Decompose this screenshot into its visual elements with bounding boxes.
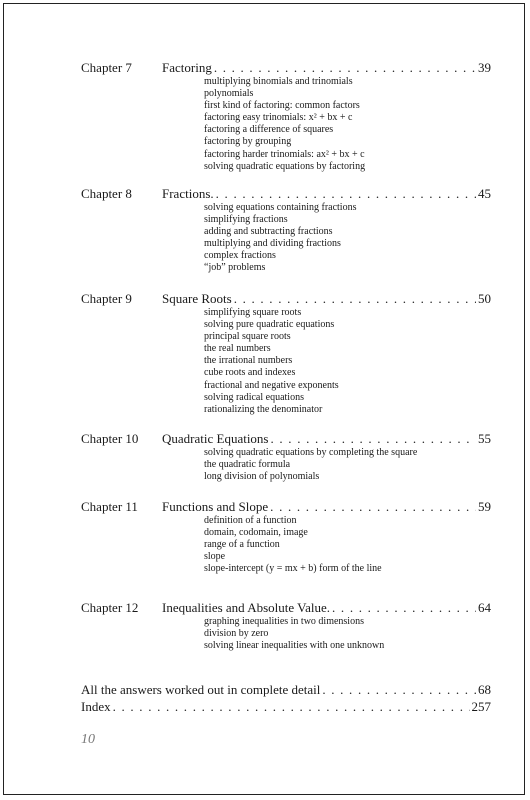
topic-list xyxy=(81,447,491,483)
chapter-12-entry xyxy=(81,600,491,652)
chapter-page-number: 59 xyxy=(478,499,491,514)
chapter-8-entry xyxy=(81,186,491,275)
book-page xyxy=(3,3,525,795)
chapter-heading-row xyxy=(81,600,491,616)
chapter-heading-row xyxy=(81,186,491,202)
chapter-10-entry xyxy=(81,431,491,483)
topic-item: fractional and negative exponents xyxy=(204,379,339,391)
chapter-title: Factoring xyxy=(162,60,212,75)
chapter-heading-row xyxy=(81,60,491,76)
topic-item: multiplying binomials and trinomials xyxy=(204,76,353,87)
index-entry xyxy=(81,698,491,715)
topic-item: cube roots and indexes xyxy=(204,367,296,379)
dot-leader xyxy=(322,681,476,698)
topic-item: “job” problems xyxy=(204,262,266,274)
topic-item: rationalizing the denominator xyxy=(204,403,323,415)
dot-leader xyxy=(271,431,477,447)
topic-item: solving quadratic equations by factoring xyxy=(204,160,366,172)
dot-leader xyxy=(214,60,476,76)
chapter-title: Inequalities and Absolute Value. xyxy=(162,600,331,615)
topic-item: solving quadratic equations by completing the square xyxy=(204,447,418,458)
page-folio: 10 xyxy=(81,732,95,747)
index-page-number: 257 xyxy=(471,699,491,714)
topic-item: multiplying and dividing fractions xyxy=(204,238,341,250)
topic-list xyxy=(81,616,491,652)
chapter-heading-row xyxy=(81,499,491,515)
chapter-9-entry xyxy=(81,291,491,416)
topic-item: polynomials xyxy=(204,88,254,100)
closing-entries xyxy=(81,681,491,715)
topic-item: long division of polynomials xyxy=(204,471,320,483)
answers-title: All the answers worked out in complete detail xyxy=(81,682,321,697)
topic-item: factoring easy trinomials: x² + bx + c xyxy=(204,112,353,124)
topic-item: the irrational numbers xyxy=(204,355,293,367)
topic-item: range of a function xyxy=(204,539,280,551)
topic-item: first kind of factoring: common factors xyxy=(204,100,360,112)
topic-item: solving equations containing fractions xyxy=(204,202,357,213)
dot-leader xyxy=(270,499,476,515)
chapter-11-entry xyxy=(81,499,491,575)
chapter-label: Chapter 11 xyxy=(81,499,138,514)
topic-list xyxy=(81,76,491,173)
chapter-label: Chapter 9 xyxy=(81,291,132,306)
topic-item: factoring a difference of squares xyxy=(204,124,334,136)
topic-item: solving radical equations xyxy=(204,391,304,403)
answers-page-number: 68 xyxy=(478,682,491,697)
topic-item: simplifying square roots xyxy=(204,307,302,318)
index-title: Index xyxy=(81,699,111,714)
topic-item: slope xyxy=(204,551,226,563)
chapter-heading-row xyxy=(81,431,491,447)
chapter-heading-row xyxy=(81,291,491,307)
chapter-title: Fractions. xyxy=(162,186,214,201)
topic-item: the real numbers xyxy=(204,343,271,355)
topic-item: adding and subtracting fractions xyxy=(204,226,333,238)
chapter-page-number: 45 xyxy=(478,186,491,201)
topic-list xyxy=(81,515,491,575)
topic-item: simplifying fractions xyxy=(204,214,288,226)
chapter-label: Chapter 10 xyxy=(81,431,139,446)
chapter-page-number: 39 xyxy=(478,60,491,75)
topic-item: solving linear inequalities with one unknown xyxy=(204,640,385,652)
chapter-title: Functions and Slope xyxy=(162,499,269,514)
dot-leader xyxy=(113,698,470,715)
topic-item: factoring harder trinomials: ax² + bx + c xyxy=(204,148,365,160)
dot-leader xyxy=(332,600,476,616)
chapter-label: Chapter 12 xyxy=(81,600,139,615)
topic-item: solving pure quadratic equations xyxy=(204,319,335,331)
topic-item: domain, codomain, image xyxy=(204,527,308,539)
topic-item: graphing inequalities in two dimensions xyxy=(204,616,364,627)
topic-list xyxy=(81,202,491,275)
chapter-title: Quadratic Equations xyxy=(162,431,269,446)
topic-item: definition of a function xyxy=(204,515,297,526)
chapter-label: Chapter 7 xyxy=(81,60,132,75)
chapter-page-number: 50 xyxy=(478,291,491,306)
chapter-7-entry xyxy=(81,60,491,173)
dot-leader xyxy=(216,186,476,202)
chapter-title: Square Roots xyxy=(162,291,232,306)
topic-list xyxy=(81,307,491,416)
answers-entry xyxy=(81,681,491,698)
topic-item: slope-intercept (y = mx + b) form of the line xyxy=(204,563,382,575)
topic-item: the quadratic formula xyxy=(204,459,291,471)
topic-item: factoring by grouping xyxy=(204,136,292,148)
chapter-page-number: 64 xyxy=(478,600,491,615)
dot-leader xyxy=(234,291,476,307)
chapter-page-number: 55 xyxy=(478,431,491,446)
topic-item: division by zero xyxy=(204,628,269,640)
chapter-label: Chapter 8 xyxy=(81,186,132,201)
topic-item: complex fractions xyxy=(204,250,276,262)
topic-item: principal square roots xyxy=(204,331,291,343)
